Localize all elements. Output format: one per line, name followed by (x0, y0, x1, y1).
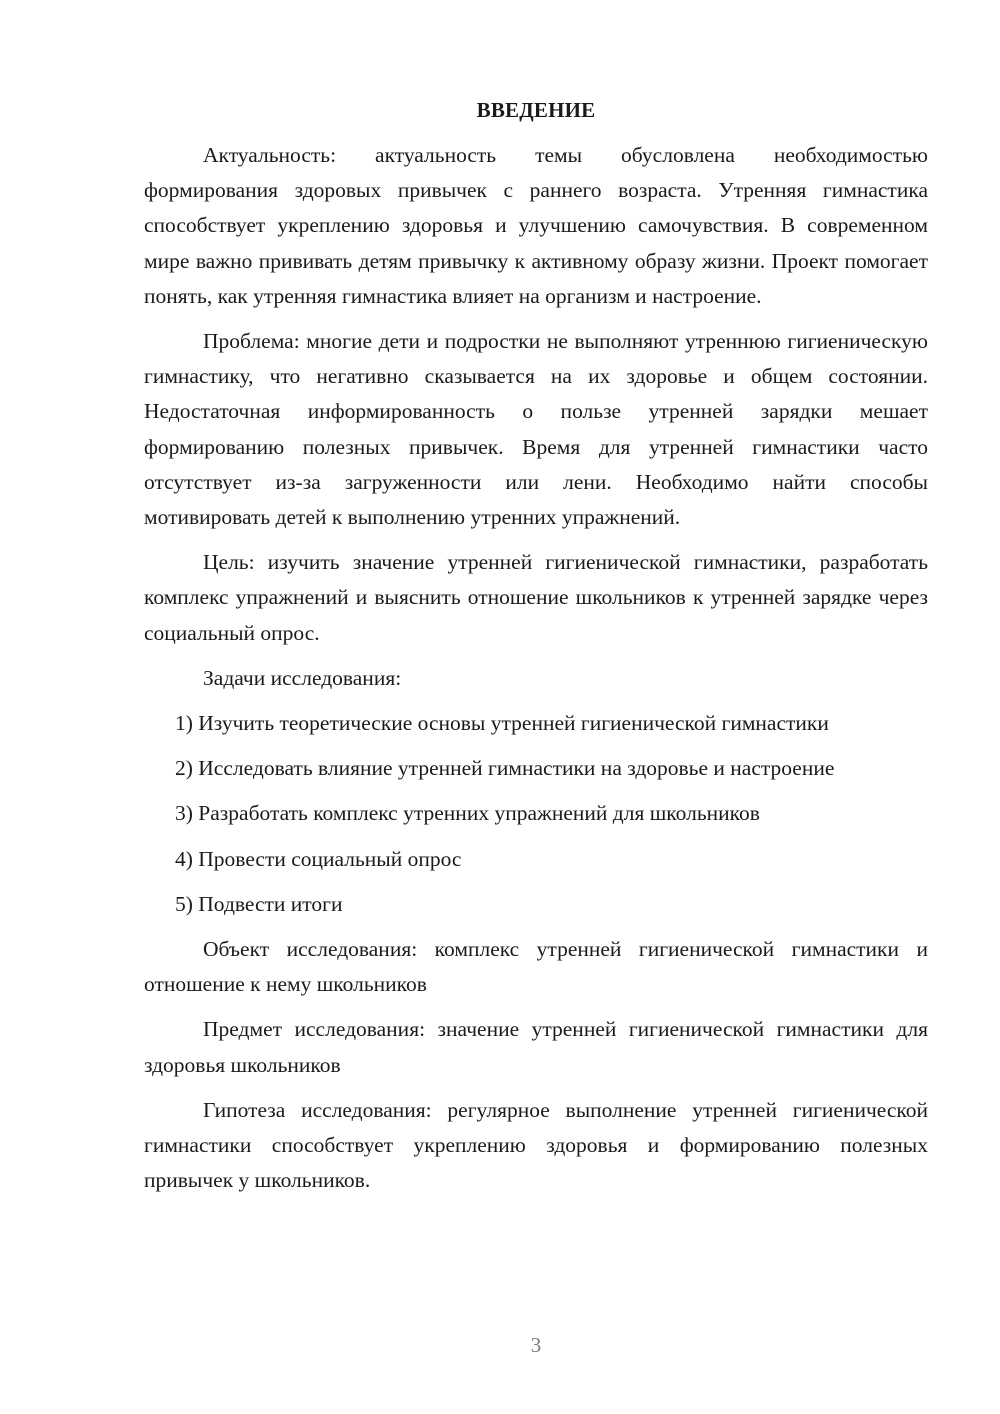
task-item-1: 1) Изучить теоретические основы утренней гигиенической гимнастики (175, 711, 829, 736)
section-title: ВВЕДЕНИЕ (476, 98, 596, 122)
relevance-paragraph: Актуальность: актуальность темы обусловлена необходимостью формирования здоровых привычек с раннего возраста. Утренняя гимнастика способствует укреплению здоровья и улучшению самочувствия. В современном мире важно прививать детям привычку к активному образу жизни. Проект помогает понять, как утренняя гимнастика влияет на организм и настроение. (144, 143, 928, 308)
document-page (144, 95, 928, 1208)
page-number: 3 (530, 1333, 542, 1357)
task-item-4: 4) Провести социальный опрос (175, 846, 462, 871)
tasks-heading: Задачи исследования: (203, 665, 402, 690)
subject-paragraph: Предмет исследования: значение утренней гигиенической гимнастики для здоровья школьников (144, 1017, 928, 1077)
task-item-2: 2) Исследовать влияние утренней гимнастики на здоровье и настроение (175, 756, 835, 781)
task-item-5: 5) Подвести итоги (175, 891, 343, 916)
hypothesis-paragraph: Гипотеза исследования: регулярное выполнение утренней гигиенической гимнастики способствует укреплению здоровья и формированию полезных привычек у школьников. (144, 1097, 928, 1193)
goal-paragraph: Цель: изучить значение утренней гигиенической гимнастики, разработать комплекс упражнений и выяснить отношение школьников к утренней зарядке через социальный опрос. (144, 550, 928, 645)
task-item-3: 3) Разработать комплекс утренних упражнений для школьников (175, 801, 760, 826)
problem-paragraph: Проблема: многие дети и подростки не выполняют утреннюю гигиеническую гимнастику, что негативно сказывается на их здоровье и общем состоянии. Недостаточная информированность о пользе утренней зарядки мешает формированию полезных привычек. Время для утренней гимнастики часто отсутствует из-за загруженности или лени. Необходимо найти способы мотивировать детей к выполнению утренних упражнений. (144, 329, 928, 530)
object-paragraph: Объект исследования: комплекс утренней гигиенической гимнастики и отношение к нему школьников (144, 937, 928, 997)
